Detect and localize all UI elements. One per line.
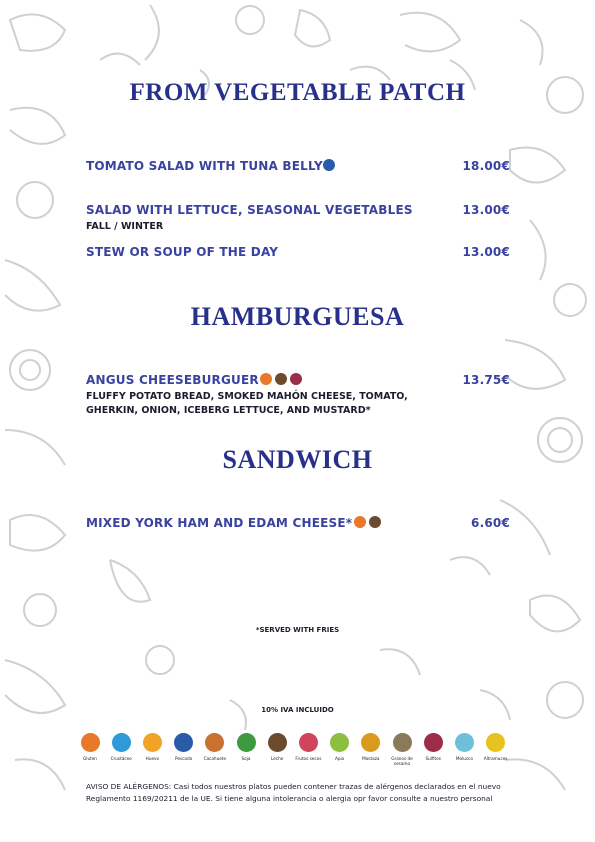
shell-icon	[455, 733, 474, 752]
menu-item-lettuce-salad-description: FALL / WINTER	[86, 221, 164, 232]
allergen-sesame	[385, 733, 419, 766]
peanut-icon	[205, 733, 224, 752]
wheat-icon	[354, 516, 366, 528]
menu-item-york-ham-sandwich: MIXED YORK HAM AND EDAM CHEESE*	[86, 516, 353, 530]
allergen-mustard	[354, 733, 388, 761]
allergen-label: Cacahuete	[203, 756, 227, 761]
menu-item-angus-cheeseburger: ANGUS CHEESEBURGUER	[86, 373, 259, 387]
served-with-fries-note: *SERVED WITH FRIES	[255, 626, 340, 634]
iva-note: 10% IVA INCLUIDO	[261, 706, 334, 714]
section-title-vegetable-patch: FROM VEGETABLE PATCH	[129, 79, 466, 106]
menu-item-stew-soup: STEW OR SOUP OF THE DAY	[86, 245, 279, 259]
disclaimer-line-2: Reglamento 1169/20211 de la UE. Si tiene alguna intolerancia o alergia opr favor consulte a nuestro personal	[86, 794, 493, 803]
allergen-lupin	[479, 733, 513, 761]
price-york-ham-sandwich: 6.60€	[471, 516, 510, 530]
price-tomato-salad: 18.00€	[462, 159, 510, 173]
allergen-label: Pescado	[174, 756, 193, 761]
allergen-shell	[447, 733, 481, 761]
allergen-soy	[229, 733, 263, 761]
allergen-label: Gluten	[83, 756, 97, 761]
section-title-sandwich: SANDWICH	[222, 445, 373, 474]
allergen-label: Sulfitos	[425, 756, 441, 761]
sulfite-icon	[290, 373, 302, 385]
allergen-label: Huevo	[145, 756, 160, 761]
allergen-label: Mostaza	[362, 756, 380, 761]
mustard-icon	[361, 733, 380, 752]
fish-icon	[174, 733, 193, 752]
allergen-sulfite	[416, 733, 450, 761]
allergen-label: Granos de sesamo	[391, 756, 413, 766]
wheat-icon	[260, 373, 272, 385]
menu-item-angus-description-line-2: GHERKIN, ONION, ICEBERG LETTUCE, AND MUSTARD*	[86, 405, 371, 416]
allergen-legend	[80, 733, 520, 773]
price-stew-soup: 13.00€	[462, 245, 510, 259]
fish-icon	[323, 159, 335, 171]
milk-icon	[275, 373, 287, 385]
wheat-icon	[81, 733, 100, 752]
milk-icon	[268, 733, 287, 752]
allergen-wheat	[73, 733, 107, 761]
allergen-nut	[291, 733, 325, 761]
allergen-label: Leche	[271, 756, 284, 761]
celery-icon	[330, 733, 349, 752]
menu-item-tomato-salad: TOMATO SALAD WITH TUNA BELLY	[86, 159, 323, 173]
allergen-label: Frutos secos	[295, 756, 322, 761]
lupin-icon	[486, 733, 505, 752]
allergen-peanut	[198, 733, 232, 761]
sulfite-icon	[424, 733, 443, 752]
allergen-fish	[167, 733, 201, 761]
sesame-icon	[393, 733, 412, 752]
allergen-celery	[323, 733, 357, 761]
allergen-egg	[135, 733, 169, 761]
disclaimer-line-1: AVISO DE ALÉRGENOS: Casi todos nuestros platos pueden contener trazas de alérgenos declarados en el nuevo	[86, 782, 501, 791]
nut-icon	[299, 733, 318, 752]
soy-icon	[237, 733, 256, 752]
allergen-label: Apio	[334, 756, 345, 761]
allergen-label: Crustáceo	[110, 756, 132, 761]
allergen-label: Altramuces	[483, 756, 508, 761]
menu-item-lettuce-salad: SALAD WITH LETTUCE, SEASONAL VEGETABLES	[86, 203, 413, 217]
crab-icon	[112, 733, 131, 752]
egg-icon	[143, 733, 162, 752]
allergen-label: Molusco	[455, 756, 473, 761]
allergen-label: Soja	[241, 756, 251, 761]
menu-item-angus-description-line-1: FLUFFY POTATO BREAD, SMOKED MAHÓN CHEESE, TOMATO,	[86, 391, 408, 402]
price-lettuce-salad: 13.00€	[462, 203, 510, 217]
allergen-milk	[260, 733, 294, 761]
price-angus-cheeseburger: 13.75€	[462, 373, 510, 387]
allergen-disclaimer	[86, 781, 536, 805]
section-title-hamburguesa: HAMBURGUESA	[190, 302, 405, 331]
milk-icon	[369, 516, 381, 528]
allergen-crab	[104, 733, 138, 761]
